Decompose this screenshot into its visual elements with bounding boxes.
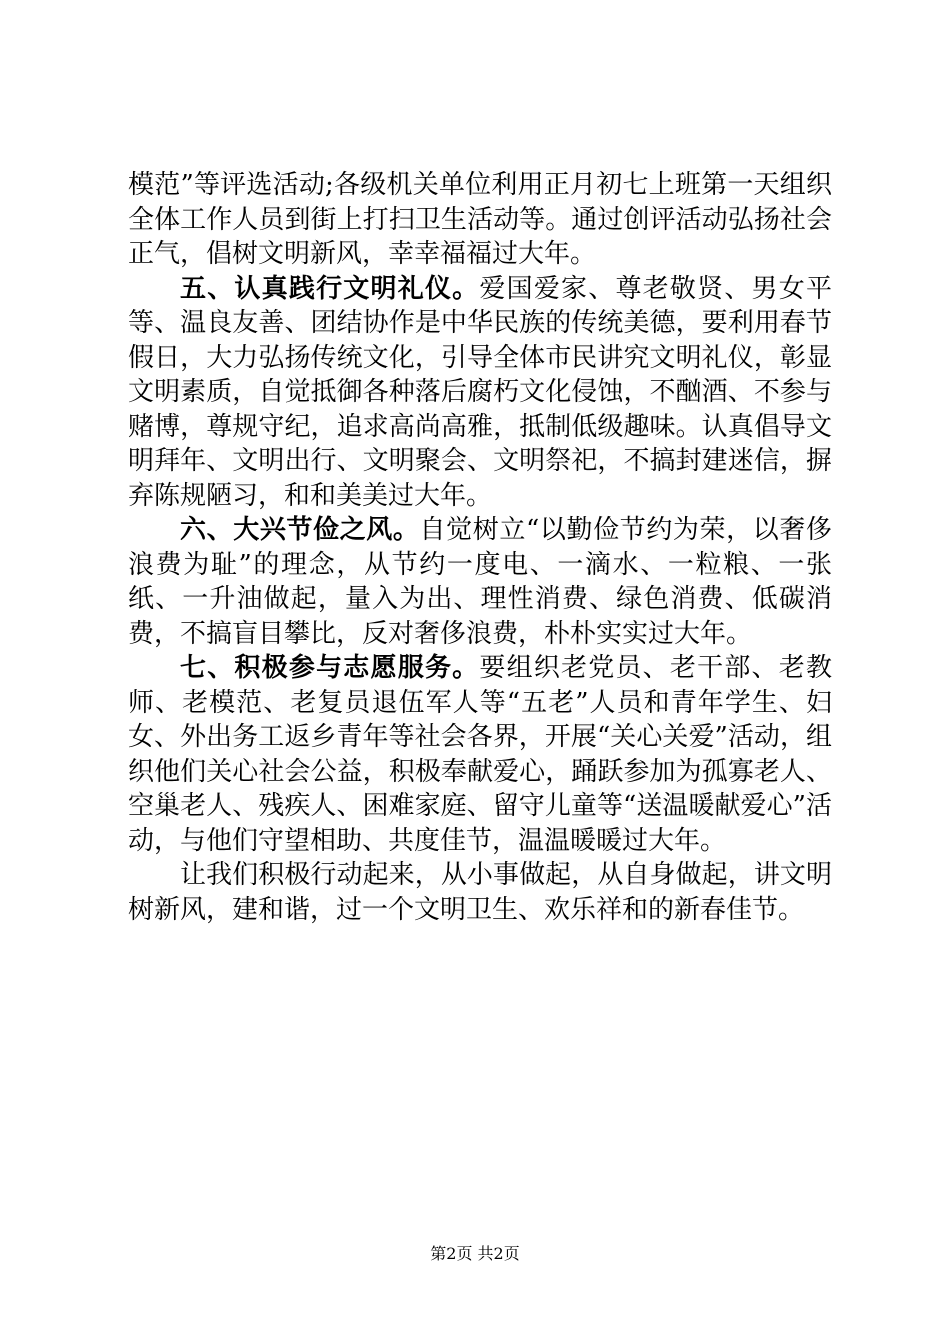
paragraph-section-5: [128, 272, 832, 514]
paragraph-closing: [128, 858, 832, 927]
paragraph-text: 让我们积极行动起来，从小事做起，从自身做起，讲文明树新风，建和谐，过一个文明卫生、欢乐祥和的新春佳节。: [128, 860, 832, 925]
paragraph-text: 自觉树立“以勤俭节约为荣，以奢侈浪费为耻”的理念，从节约一度电、一滴水、一粒粮、一张纸、一升油做起，量入为出、理性消费、绿色消费、低碳消费，不搞盲目攀比，反对奢侈浪费，朴朴实实过大年。: [128, 515, 832, 649]
page-number-footer: 第2页 共2页: [430, 1244, 520, 1263]
section-heading: 七、积极参与志愿服务。: [180, 653, 480, 683]
paragraph-section-6: [128, 513, 832, 651]
paragraph-text: 模范”等评选活动;各级机关单位利用正月初七上班第一天组织全体工作人员到街上打扫卫生活动等。通过创评活动弘扬社会正气，倡树文明新风，幸幸福福过大年。: [128, 170, 832, 269]
paragraph-section-7: [128, 651, 832, 858]
paragraph-continuation: [128, 168, 832, 272]
paragraph-text: 要组织老党员、老干部、老教师、老模范、老复员退伍军人等“五老”人员和青年学生、妇女、外出务工返乡青年等社会各界，开展“关心关爱”活动，组织他们关心社会公益，积极奉献爱心，踊跃参加为孤寡老人、空巢老人、残疾人、困难家庭、留守儿童等“送温暖献爱心”活动，与他们守望相助、共度佳节，温温暖暖过大年。: [128, 653, 832, 856]
section-heading: 六、大兴节俭之风。: [180, 515, 420, 545]
section-heading: 五、认真践行文明礼仪。: [180, 273, 480, 304]
document-body: [128, 168, 832, 927]
paragraph-text: 爱国爱家、尊老敬贤、男女平等、温良友善、团结协作是中华民族的传统美德，要利用春节假日，大力弘扬传统文化，引导全体市民讲究文明礼仪，彰显文明素质，自觉抵御各种落后腐朽文化侵蚀，不酗酒、不参与赌博，尊规守纪，追求高尚高雅，抵制低级趣味。认真倡导文明拜年、文明出行、文明聚会、文明祭祀，不搞封建迷信，摒弃陈规陋习，和和美美过大年。: [128, 273, 832, 511]
